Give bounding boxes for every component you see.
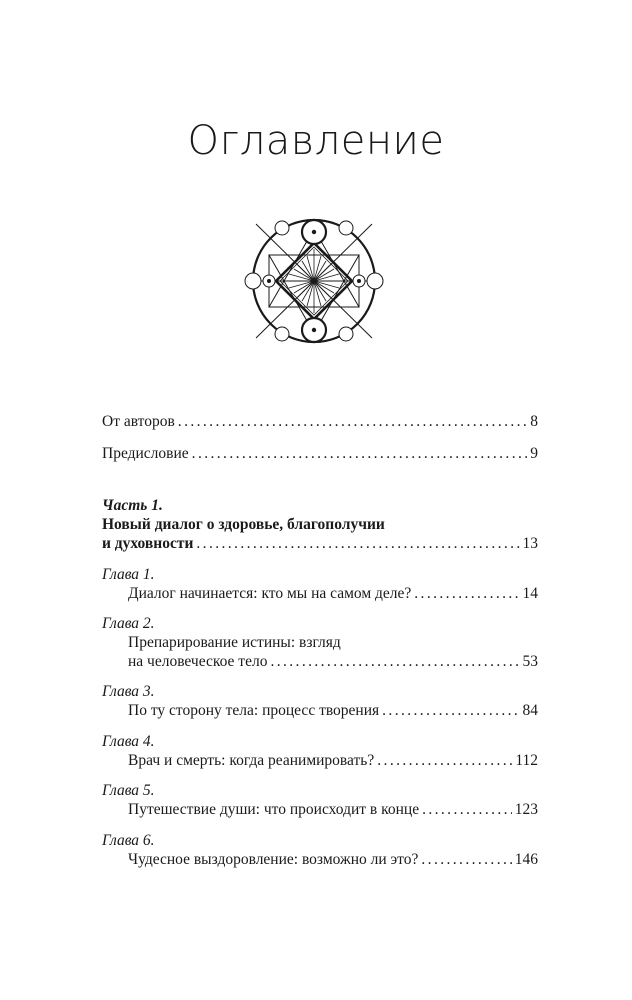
chapter-label: Глава 1. (102, 566, 155, 583)
chapter-label: Глава 6. (102, 832, 155, 849)
toc-page-number: 146 (514, 851, 538, 868)
toc-entry-title: От авторов (102, 413, 175, 430)
toc-chapter-entry (102, 831, 538, 869)
leader-dots (414, 584, 519, 603)
leader-dots (421, 850, 511, 869)
chapter-label: Глава 5. (102, 782, 155, 799)
leader-dots (196, 534, 519, 553)
toc-part-entry (102, 496, 538, 553)
toc-page-number: 9 (530, 445, 538, 462)
chapter-title: Путешествие души: что происходит в конце (128, 801, 420, 818)
leader-dots (377, 751, 512, 770)
toc-entry-title: Предисловие (102, 445, 189, 462)
toc-page-number: 112 (515, 752, 538, 769)
chapter-title-line1: Препарирование истины: взгляд (128, 634, 341, 651)
leader-dots (270, 652, 519, 671)
toc-chapter-entry (102, 614, 538, 671)
chapter-title: Врач и смерть: когда реанимировать? (128, 752, 375, 769)
leader-dots (422, 800, 512, 819)
toc-page-number: 53 (522, 653, 538, 670)
chapter-title: По ту сторону тела: процесс творения (128, 702, 380, 719)
chapter-label: Глава 2. (102, 615, 155, 632)
leader-dots (178, 412, 527, 431)
chapter-title: Диалог начинается: кто мы на самом деле? (128, 585, 412, 602)
toc-page-number: 123 (514, 801, 538, 818)
sacred-geometry-emblem-icon (239, 214, 389, 354)
toc-page-number: 14 (522, 585, 538, 602)
toc-chapter-entry (102, 781, 538, 819)
leader-dots (382, 701, 519, 720)
toc-page-number: 84 (522, 702, 538, 719)
page-title: Оглавление (187, 118, 445, 164)
part-title-line2: и духовности (102, 535, 194, 552)
chapter-title-line2: на человеческое тело (128, 653, 268, 670)
toc-page-number: 8 (530, 413, 538, 430)
chapter-label: Глава 4. (102, 733, 155, 750)
part-title-line1: Новый диалог о здоровье, благополучии (102, 516, 385, 533)
toc-front-entry (102, 444, 538, 463)
toc-front-entry (102, 412, 538, 431)
leader-dots (192, 444, 528, 463)
part-label: Часть 1. (102, 497, 163, 514)
toc-chapter-entry (102, 682, 538, 720)
toc-chapter-entry (102, 565, 538, 603)
chapter-title: Чудесное выздоровление: возможно ли это? (128, 851, 419, 868)
chapter-label: Глава 3. (102, 683, 155, 700)
toc-page-number: 13 (522, 535, 538, 552)
toc-chapter-entry (102, 732, 538, 770)
